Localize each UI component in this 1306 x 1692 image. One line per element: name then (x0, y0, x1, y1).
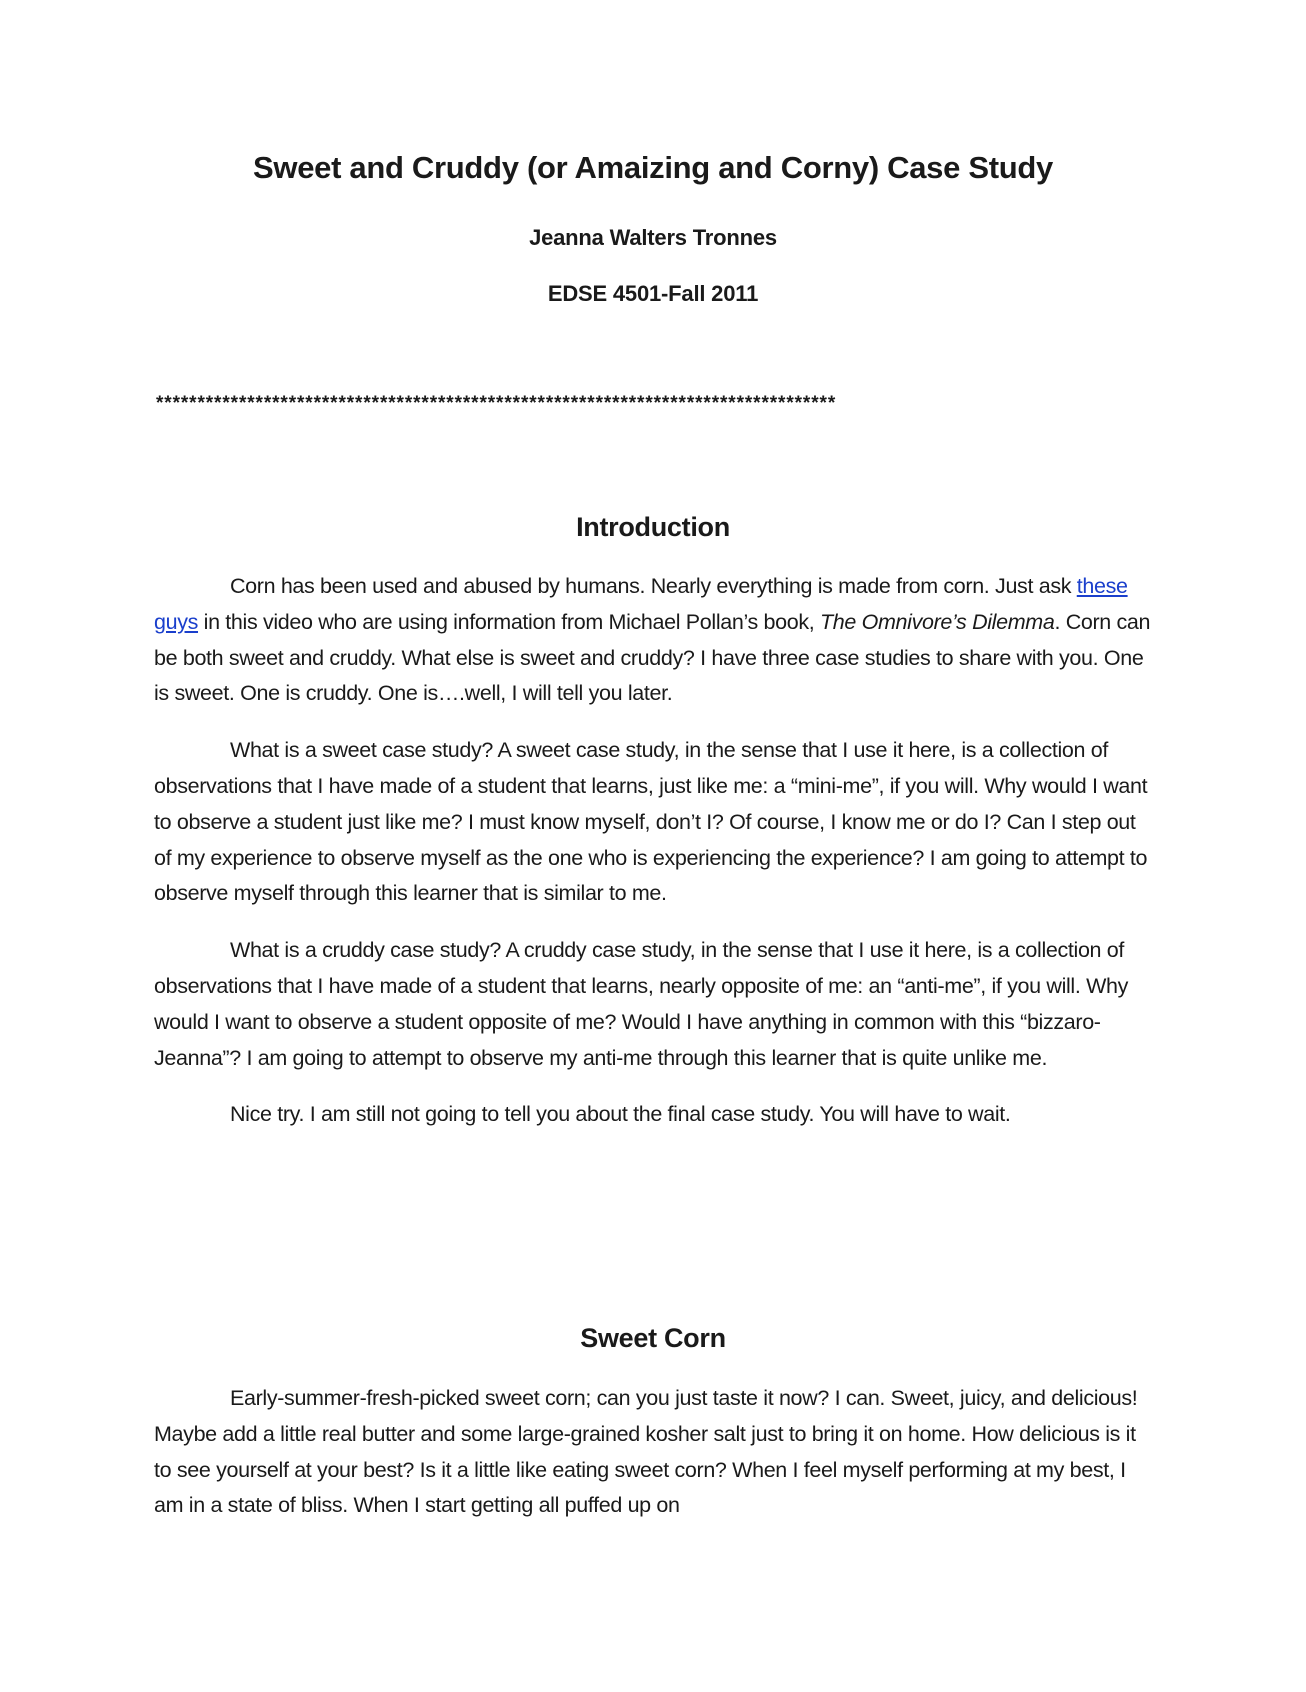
sweet-corn-body (154, 1381, 1152, 1545)
intro-p1-text-a: Corn has been used and abused by humans. Nearly everything is made from corn. Just ask (230, 574, 1077, 598)
sweet-corn-paragraph-1: Early-summer-fresh-picked sweet corn; can you just taste it now? I can. Sweet, juicy, and delicious! Maybe add a little real butter and some large-grained kosher salt just to bring it on home. How delicious is it to see yourself at your best? Is it a little like eating sweet corn? When I feel myself performing at my best, I am in a state of bliss. When I start getting all puffed up on (154, 1386, 1138, 1518)
intro-paragraph-2: What is a sweet case study? A sweet case study, in the sense that I use it here, is a collection of observations that I have made of a student that learns, just like me: a “mini-me”, if you will. Why would I want to observe a student just like me? I must know myself, don’t I? Of course, I know me or do I? Can I step out of my experience to observe myself as the one who is experiencing the experience? I am going to attempt to observe myself through this learner that is similar to me. (154, 738, 1148, 906)
sweet-corn-heading: Sweet Corn (580, 1323, 726, 1353)
book-title: The Omnivore’s Dilemma (820, 609, 1055, 634)
intro-paragraph-1 (154, 569, 1152, 712)
asterisk-separator: ********************************************************************************** (156, 393, 837, 414)
intro-p1-text-c: . Corn can be both sweet and cruddy. What else is sweet and cruddy? I have three case studies to share with you. One is sweet. One is cruddy. One is….well, I will tell you later. (154, 609, 1151, 706)
introduction-body (154, 569, 1152, 1154)
document-title: Sweet and Cruddy (or Amaizing and Corny) Case Study (253, 150, 1053, 185)
introduction-heading: Introduction (576, 512, 730, 542)
intro-p1-text-b: in this video who are using information from Michael Pollan’s book, (198, 609, 820, 634)
author-name: Jeanna Walters Tronnes (529, 225, 777, 250)
course-info: EDSE 4501-Fall 2011 (547, 281, 759, 306)
these-guys-video-link[interactable]: these guys (154, 574, 1128, 634)
intro-paragraph-3: What is a cruddy case study? A cruddy case study, in the sense that I use it here, is a collection of observations that I have made of a student that learns, nearly opposite of me: an “anti-me”, if you will. Why would I want to observe a student opposite of me? Would I have anything in common with this “bizzaro-Jeanna”? I am going to attempt to observe my anti-me through this learner that is quite unlike me. (154, 938, 1129, 1070)
intro-paragraph-4: Nice try. I am still not going to tell you about the final case study. You will have to wait. (230, 1102, 1011, 1127)
